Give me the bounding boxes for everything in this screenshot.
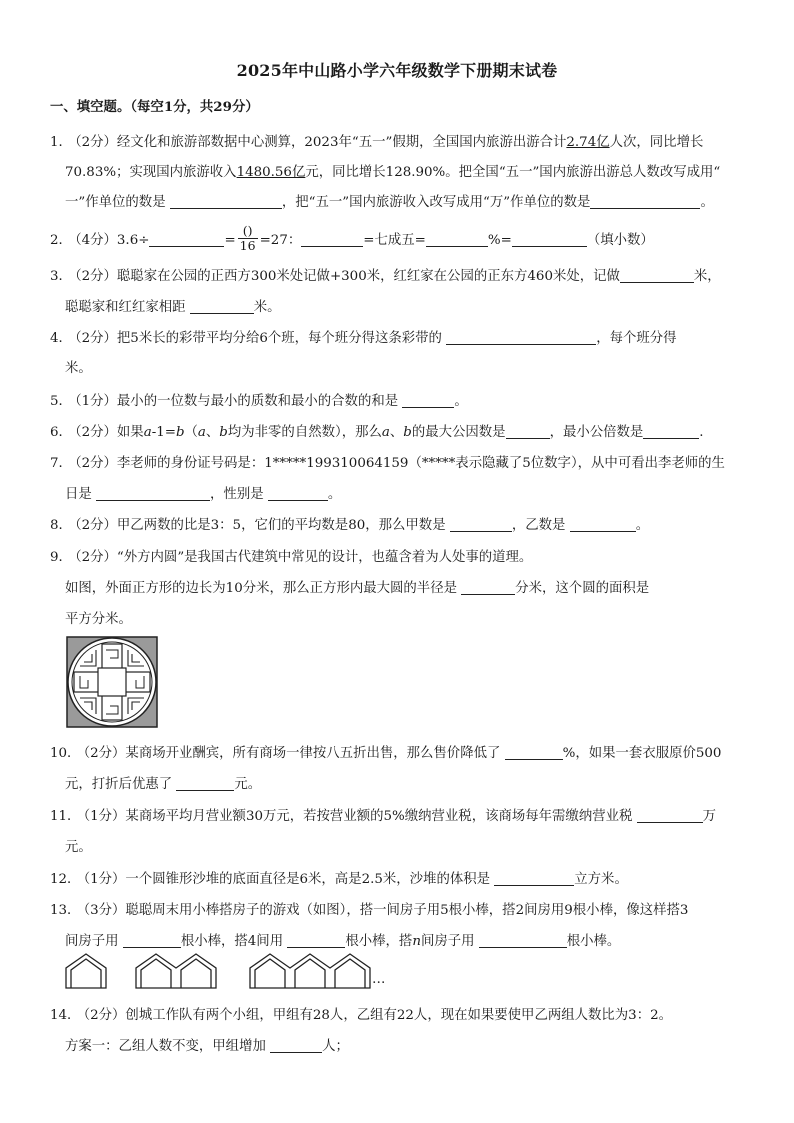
answer-blank[interactable]: [450, 517, 512, 532]
question-text: 。: [454, 394, 468, 409]
answer-blank[interactable]: [268, 486, 328, 501]
question-text: 均为非零的自然数），那么: [227, 425, 382, 440]
question-number: 13．: [50, 903, 81, 918]
answer-blank[interactable]: [149, 232, 224, 247]
question-text: %，如果一套衣服原价500: [562, 746, 722, 761]
answer-blank[interactable]: [426, 232, 488, 247]
question-number: 12．: [50, 872, 81, 887]
question-text: 。: [700, 195, 714, 210]
question-14-line-2: [65, 1035, 746, 1054]
question-text: ，最小公倍数是: [549, 425, 644, 440]
answer-blank[interactable]: [637, 808, 703, 823]
question-text: 平方分米。: [65, 612, 132, 627]
question-text: （1分）一个圆锥形沙堆的底面直径是6米，高是2.5米，沙堆的体积是: [83, 872, 491, 887]
question-text: （1分）某商场平均月营业额30万元，若按营业额的5%缴纳营业税，该商场每年需缴纳营业税: [83, 809, 633, 824]
question-8-line-1: [50, 514, 746, 533]
question-1-line-2: [65, 161, 746, 180]
question-11-line-2: [65, 836, 746, 855]
answer-blank[interactable]: [494, 871, 574, 886]
question-number: 11．: [50, 809, 81, 824]
question-text: 元。: [65, 840, 92, 855]
question-text: 元。: [234, 777, 262, 792]
question-2-line-1: [50, 223, 746, 255]
answer-blank[interactable]: [512, 232, 587, 247]
answer-blank[interactable]: [170, 194, 282, 209]
question-text: 聪聪家和红红家相距: [65, 300, 186, 315]
question-text: %=: [487, 233, 512, 248]
question-text: .: [699, 425, 704, 440]
answer-blank[interactable]: [301, 232, 363, 247]
section-heading: 一、填空题。（每空1分，共29分）: [50, 99, 259, 115]
question-number: 1．: [50, 135, 72, 150]
question-number: 5．: [50, 394, 72, 409]
question-text: ，每个班分得: [596, 331, 677, 346]
question-14-line-1: [50, 1004, 746, 1023]
question-text: 70.83%；实现国内旅游收入: [65, 165, 237, 180]
question-1-line-3: [65, 191, 746, 210]
question-text: =27：: [259, 233, 302, 248]
question-text: 人；: [322, 1039, 349, 1054]
answer-blank[interactable]: [446, 330, 596, 345]
answer-blank[interactable]: [96, 486, 210, 501]
question-text: 的最大公因数是: [411, 425, 506, 440]
question-text: （2分）甲乙两数的比是3：5，它们的平均数是80，那么甲数是: [74, 518, 446, 533]
fraction: [238, 224, 258, 253]
question-text: 米。: [253, 300, 281, 315]
question-text: ，乙数是: [511, 518, 566, 533]
question-number: 8．: [50, 518, 72, 533]
answer-blank[interactable]: [570, 517, 636, 532]
question-text: （1分）最小的一位数与最小的质数和最小的合数的和是: [74, 394, 399, 409]
question-text: 根小棒。: [566, 934, 621, 949]
variable-n: n: [412, 934, 421, 949]
variable-a: a: [381, 425, 390, 440]
question-number: 7．: [50, 456, 72, 471]
question-3-line-2: [65, 296, 746, 315]
question-11-line-1: [50, 805, 746, 824]
question-text: 。: [635, 518, 650, 533]
page-title: 2025年中山路小学六年级数学下册期末试卷: [236, 61, 558, 80]
answer-blank[interactable]: [590, 194, 700, 209]
question-text: （: [184, 425, 198, 440]
question-text: （4分）3.6÷: [74, 233, 150, 248]
question-text: 立方米。: [574, 872, 628, 887]
question-text: 、: [205, 425, 220, 440]
answer-blank[interactable]: [176, 776, 234, 791]
question-text: 根小棒，搭: [345, 934, 413, 949]
question-text: -1=: [151, 425, 176, 440]
question-number: 14．: [50, 1008, 81, 1023]
question-7-line-1: [50, 452, 746, 471]
question-4-line-1: [50, 327, 746, 346]
question-text: 间房子用: [65, 934, 119, 949]
question-text: （2分）把5米长的彩带平均分给6个班，每个班分得这条彩带的: [74, 331, 442, 346]
question-text: 。: [327, 487, 342, 502]
question-number: 2．: [50, 233, 72, 248]
ellipsis: …: [372, 972, 386, 987]
question-text: （3分）聪聪周末用小棒搭房子的游戏（如图），搭一间房子用5根小棒，搭2间房用9根小棒，像这样搭3: [83, 903, 689, 918]
fraction-numerator: (): [242, 223, 253, 238]
house-3: [250, 954, 370, 988]
question-text: 万: [702, 809, 717, 824]
answer-blank[interactable]: [461, 580, 515, 595]
square-circle-figure: [66, 636, 158, 728]
question-3-line-1: [50, 265, 746, 284]
answer-blank[interactable]: [506, 424, 550, 439]
question-13-line-2: [65, 930, 746, 949]
question-text: ，把“五一”国内旅游收入改写成用“万”作单位的数是: [281, 195, 591, 210]
underlined-value: 1480.56亿: [236, 165, 306, 180]
answer-blank[interactable]: [620, 268, 694, 283]
question-4-line-2: [65, 357, 746, 376]
question-text: （2分）某商场开业酬宾，所有商场一律按八五折出售，那么售价降低了: [83, 746, 501, 761]
question-1-line-1: [50, 131, 746, 150]
question-text: 如图，外面正方形的边长为10分米，那么正方形内最大圆的半径是: [65, 581, 457, 596]
question-text: 人次，同比增长: [609, 135, 704, 150]
question-text: 分米，这个圆的面积是: [515, 581, 650, 596]
answer-blank[interactable]: [287, 933, 345, 948]
question-text: 元，打折后优惠了: [65, 777, 173, 792]
fraction-denominator: 16: [239, 238, 256, 253]
question-text: 日是: [65, 487, 92, 502]
question-text: （2分）“外方内圆”是我国古代建筑中常见的设计，也蕴含着为人处事的道理。: [74, 550, 533, 565]
question-text: （填小数）: [586, 233, 654, 248]
variable-b: b: [219, 425, 228, 440]
question-12-line-1: [50, 868, 746, 887]
question-text: =七成五=: [363, 233, 426, 248]
variable-a: a: [143, 425, 152, 440]
question-text: 间房子用: [420, 934, 475, 949]
answer-blank[interactable]: [123, 933, 181, 948]
question-text: 元，同比增长128.90%。把全国“五一”国内旅游出游总人数改写成用“: [305, 165, 721, 180]
question-9-line-2: [65, 577, 746, 596]
question-6-line-1: [50, 421, 746, 440]
question-text: 、: [389, 425, 404, 440]
question-9-line-3: [65, 608, 746, 627]
question-text: =: [224, 233, 236, 248]
question-number: 9．: [50, 550, 72, 565]
question-number: 10．: [50, 746, 81, 761]
variable-a: a: [197, 425, 206, 440]
question-9-line-1: [50, 546, 746, 565]
answer-blank[interactable]: [190, 299, 254, 314]
question-text: （2分）聪聪家在公园的正西方300米处记做+300米，红红家在公园的正东方460米处，记做: [74, 269, 620, 284]
underlined-value: 2.74亿: [566, 135, 610, 150]
question-text: 一”作单位的数是: [65, 195, 166, 210]
question-text: （2分）如果: [74, 425, 144, 440]
question-text: （2分）经文化和旅游部数据中心测算，2023年“五一”假期，全国国内旅游出游合计: [74, 135, 567, 150]
question-text: （2分）创城工作队有两个小组，甲组有28人，乙组有22人，现在如果要使甲乙两组人数比为3：2。: [83, 1008, 672, 1023]
question-10-line-2: [65, 773, 746, 792]
question-number: 3．: [50, 269, 72, 284]
house-2: [136, 954, 216, 988]
question-text: 根小棒，搭4间用: [180, 934, 284, 949]
answer-blank[interactable]: [270, 1038, 322, 1053]
question-10-line-1: [50, 742, 746, 761]
question-number: 6．: [50, 425, 72, 440]
house-1: [66, 954, 106, 988]
variable-b: b: [403, 425, 412, 440]
variable-b: b: [175, 425, 185, 440]
question-text: 米，: [693, 269, 721, 284]
question-number: 4．: [50, 331, 72, 346]
answer-blank[interactable]: [505, 745, 563, 760]
stick-houses-figure: [64, 950, 404, 990]
question-7-line-2: [65, 483, 746, 502]
question-text: 米。: [65, 361, 92, 376]
question-13-line-1: [50, 899, 746, 918]
question-text: 方案一：乙组人数不变，甲组增加: [65, 1039, 266, 1054]
question-text: （2分）李老师的身份证号码是：1*****199310064159（*****表示隐藏了5位数字），从中可看出李老师的生: [74, 456, 725, 471]
answer-blank[interactable]: [479, 933, 567, 948]
answer-blank[interactable]: [402, 393, 454, 408]
question-text: ，性别是: [210, 487, 264, 502]
answer-blank[interactable]: [643, 424, 699, 439]
question-5-line-1: [50, 390, 746, 409]
